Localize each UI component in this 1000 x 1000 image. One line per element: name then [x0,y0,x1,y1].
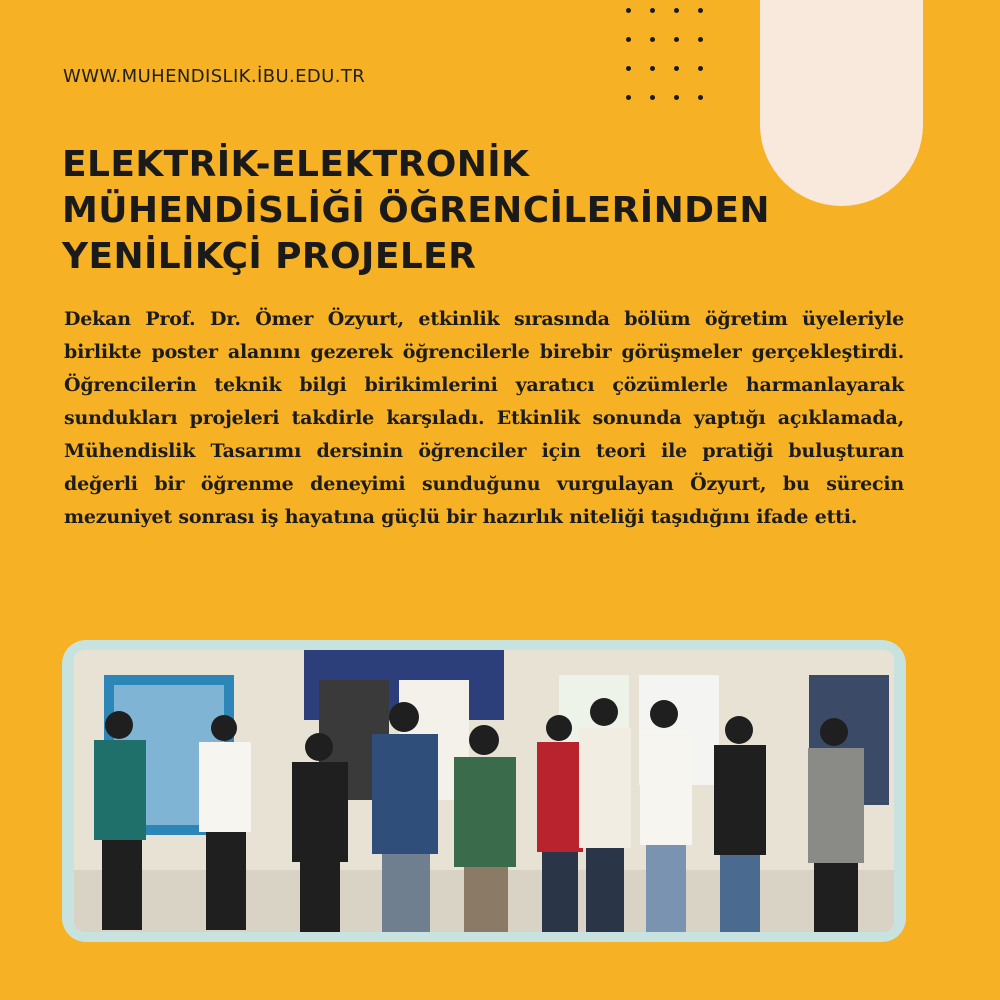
article-body: Dekan Prof. Dr. Ömer Özyurt, etkinlik sırasında bölüm öğretim üyeleriyle birlikte poster alanını gezerek öğrencilerle birebir görüşmeler gerçekleştirdi. Öğrencilerin teknik bilgi birikimlerini yaratıcı çözümlerle harmanlayarak sundukları projeleri takdirle karşıladı. Etkinlik sonunda yaptığı açıklamada, Mühendislik Tasarımı dersinin öğrenciler için teori ile pratiği buluşturan değerli bir öğrenme deneyimi sunduğunu vurgulayan Özyurt, bu sürecin mezuniyet sonrası iş hayatına güçlü bir hazırlık niteliği taşıdığını ifade etti. [64,308,904,528]
title-line: YENİLİKÇİ PROJELER [62,236,477,277]
event-photo [74,650,894,932]
article-title [62,142,882,280]
title-line: MÜHENDİSLİĞİ ÖĞRENCİLERİNDEN [62,190,770,231]
decorative-dot-grid [620,2,710,102]
photo-frame [62,640,906,942]
website-url: WWW.MUHENDISLIK.İBU.EDU.TR [63,66,366,87]
event-photo-illustration [74,650,894,932]
title-line: ELEKTRİK-ELEKTRONİK [62,144,530,185]
